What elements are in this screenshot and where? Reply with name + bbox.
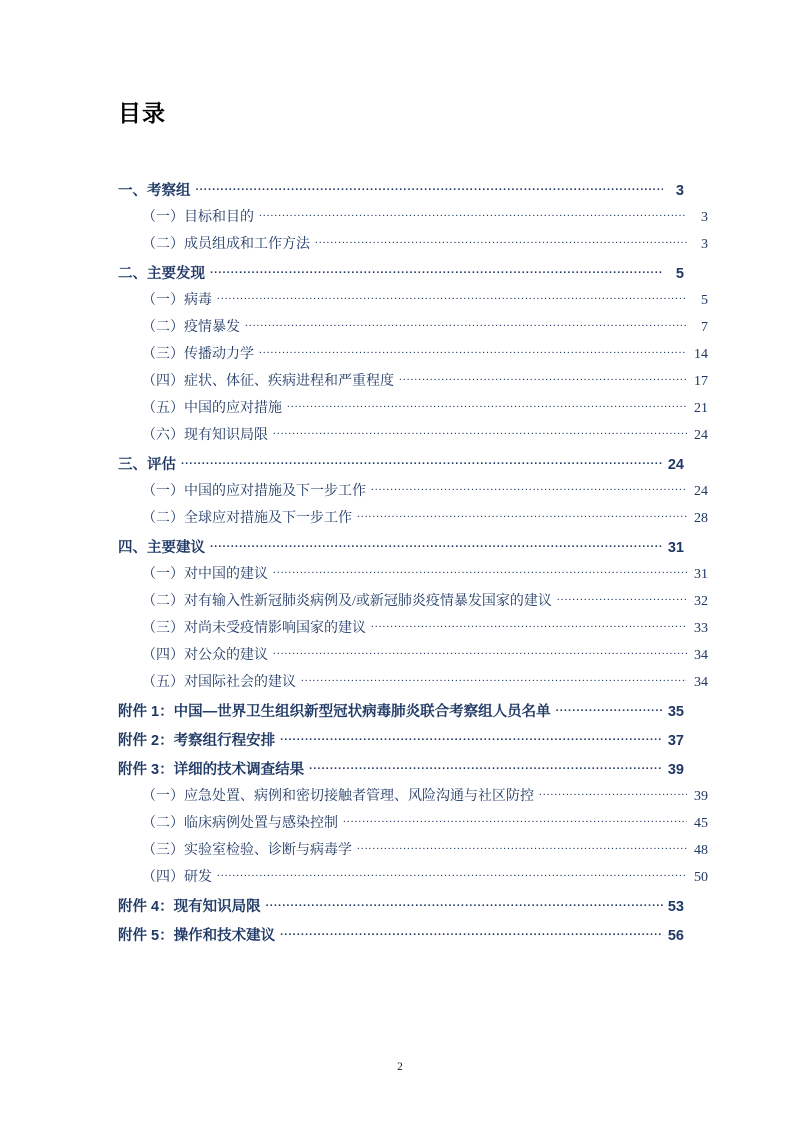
toc-entry-page-number: 5 xyxy=(675,265,684,282)
toc-entry-page-number: 53 xyxy=(667,898,684,915)
toc-entry-page-number: 24 xyxy=(694,484,708,499)
toc-entry-page-number: 21 xyxy=(694,401,708,416)
toc-leader-dots xyxy=(371,481,687,495)
toc-entry[interactable] xyxy=(118,508,708,526)
toc-entry-label: （二）成员组成和工作方法 xyxy=(142,237,310,252)
toc-entry-page-number: 17 xyxy=(694,374,708,389)
toc-entry[interactable] xyxy=(118,840,708,858)
toc-entry-label: 附件 3：详细的技术调查结果 xyxy=(118,761,305,778)
toc-entry-label: （五）对国际社会的建议 xyxy=(142,675,296,690)
toc-entry-page-number: 48 xyxy=(694,843,708,858)
toc-entry[interactable] xyxy=(118,234,708,252)
toc-leader-dots xyxy=(315,234,687,248)
toc-entry-page-number: 56 xyxy=(667,927,684,944)
toc-entry[interactable] xyxy=(118,813,708,831)
toc-leader-dots xyxy=(217,867,687,881)
table-of-contents xyxy=(118,180,708,944)
toc-entry-label: （五）中国的应对措施 xyxy=(142,401,282,416)
toc-leader-dots xyxy=(371,618,687,632)
toc-entry-label: （二）对有输入性新冠肺炎病例及/或新冠肺炎疫情暴发国家的建议 xyxy=(142,594,552,609)
toc-entry[interactable] xyxy=(118,564,708,582)
toc-entry[interactable] xyxy=(118,759,684,777)
toc-entry-label: （二）全球应对措施及下一步工作 xyxy=(142,511,352,526)
toc-leader-dots xyxy=(266,896,663,911)
toc-leader-dots xyxy=(273,564,687,578)
toc-leader-dots xyxy=(357,840,687,854)
toc-entry-page-number: 3 xyxy=(701,210,708,225)
toc-entry[interactable] xyxy=(118,481,708,499)
toc-entry[interactable] xyxy=(118,454,684,472)
toc-entry[interactable] xyxy=(118,591,708,609)
toc-leader-dots xyxy=(399,371,687,385)
toc-leader-dots xyxy=(280,730,663,745)
toc-entry-page-number: 24 xyxy=(667,456,684,473)
toc-leader-dots xyxy=(217,290,687,304)
toc-leader-dots xyxy=(343,813,687,827)
toc-entry[interactable] xyxy=(118,786,708,804)
toc-entry-page-number: 24 xyxy=(694,428,708,443)
toc-entry[interactable] xyxy=(118,537,684,555)
toc-entry-label: （四）症状、体征、疾病进程和严重程度 xyxy=(142,374,394,389)
toc-entry[interactable] xyxy=(118,618,708,636)
toc-leader-dots xyxy=(210,263,663,278)
toc-entry[interactable] xyxy=(118,290,708,308)
toc-entry-page-number: 50 xyxy=(694,870,708,885)
toc-entry[interactable] xyxy=(118,701,684,719)
toc-entry[interactable] xyxy=(118,207,708,225)
toc-leader-dots xyxy=(196,180,664,195)
toc-entry-label: 一、考察组 xyxy=(118,182,191,199)
toc-entry-page-number: 7 xyxy=(701,320,708,335)
toc-entry-label: （六）现有知识局限 xyxy=(142,428,268,443)
toc-entry-page-number: 5 xyxy=(701,293,708,308)
toc-entry[interactable] xyxy=(118,371,708,389)
toc-leader-dots xyxy=(273,645,687,659)
page-title: 目录 xyxy=(118,100,166,126)
toc-entry-label: 附件 5：操作和技术建议 xyxy=(118,927,276,944)
toc-entry-page-number: 3 xyxy=(701,237,708,252)
toc-leader-dots xyxy=(557,591,687,605)
toc-entry-label: （一）中国的应对措施及下一步工作 xyxy=(142,484,366,499)
toc-entry-label: （一）目标和目的 xyxy=(142,210,254,225)
toc-leader-dots xyxy=(181,454,663,469)
toc-entry[interactable] xyxy=(118,263,684,281)
toc-entry-label: （三）对尚未受疫情影响国家的建议 xyxy=(142,621,366,636)
toc-entry-page-number: 28 xyxy=(694,511,708,526)
toc-leader-dots xyxy=(539,786,687,800)
toc-entry-label: 附件 2：考察组行程安排 xyxy=(118,732,276,749)
toc-entry[interactable] xyxy=(118,398,708,416)
toc-entry[interactable] xyxy=(118,425,708,443)
toc-entry-label: 附件 4：现有知识局限 xyxy=(118,898,261,915)
toc-entry[interactable] xyxy=(118,672,708,690)
toc-entry[interactable] xyxy=(118,730,684,748)
toc-entry-page-number: 39 xyxy=(694,789,708,804)
toc-leader-dots xyxy=(309,759,663,774)
toc-entry-label: 三、评估 xyxy=(118,456,176,473)
toc-entry-page-number: 31 xyxy=(694,567,708,582)
toc-entry-label: （四）研发 xyxy=(142,870,212,885)
toc-entry-label: （二）临床病例处置与感染控制 xyxy=(142,816,338,831)
toc-entry-page-number: 37 xyxy=(667,732,684,749)
toc-leader-dots xyxy=(280,925,663,940)
toc-entry-label: 附件 1：中国—世界卫生组织新型冠状病毒肺炎联合考察组人员名单 xyxy=(118,703,551,720)
toc-leader-dots xyxy=(287,398,687,412)
toc-entry-label: （四）对公众的建议 xyxy=(142,648,268,663)
toc-entry-page-number: 14 xyxy=(694,347,708,362)
toc-entry-page-number: 32 xyxy=(694,594,708,609)
toc-entry[interactable] xyxy=(118,180,684,198)
toc-entry-page-number: 34 xyxy=(694,648,708,663)
toc-entry-page-number: 33 xyxy=(694,621,708,636)
toc-entry[interactable] xyxy=(118,925,684,943)
toc-entry[interactable] xyxy=(118,317,708,335)
toc-leader-dots xyxy=(245,317,687,331)
footer-page-number: 2 xyxy=(397,1061,403,1073)
toc-entry-page-number: 39 xyxy=(667,761,684,778)
toc-entry-label: （三）实验室检验、诊断与病毒学 xyxy=(142,843,352,858)
toc-entry[interactable] xyxy=(118,867,708,885)
toc-entry-page-number: 31 xyxy=(667,539,684,556)
toc-entry-page-number: 45 xyxy=(694,816,708,831)
toc-entry[interactable] xyxy=(118,344,708,362)
toc-leader-dots xyxy=(556,701,663,716)
toc-entry-label: （一）应急处置、病例和密切接触者管理、风险沟通与社区防控 xyxy=(142,789,534,804)
toc-entry-label: （三）传播动力学 xyxy=(142,347,254,362)
toc-leader-dots xyxy=(301,672,687,686)
toc-leader-dots xyxy=(210,537,663,552)
toc-entry-label: （一）对中国的建议 xyxy=(142,567,268,582)
toc-entry-label: 二、主要发现 xyxy=(118,265,205,282)
toc-entry-label: 四、主要建议 xyxy=(118,539,205,556)
toc-entry-label: （二）疫情暴发 xyxy=(142,320,240,335)
toc-entry[interactable] xyxy=(118,896,684,914)
toc-entry[interactable] xyxy=(118,645,708,663)
toc-entry-page-number: 34 xyxy=(694,675,708,690)
toc-leader-dots xyxy=(259,344,687,358)
toc-leader-dots xyxy=(357,508,687,522)
toc-entry-label: （一）病毒 xyxy=(142,293,212,308)
toc-entry-page-number: 35 xyxy=(667,703,684,720)
toc-leader-dots xyxy=(259,207,687,221)
toc-leader-dots xyxy=(273,425,687,439)
toc-entry-page-number: 3 xyxy=(675,182,684,199)
